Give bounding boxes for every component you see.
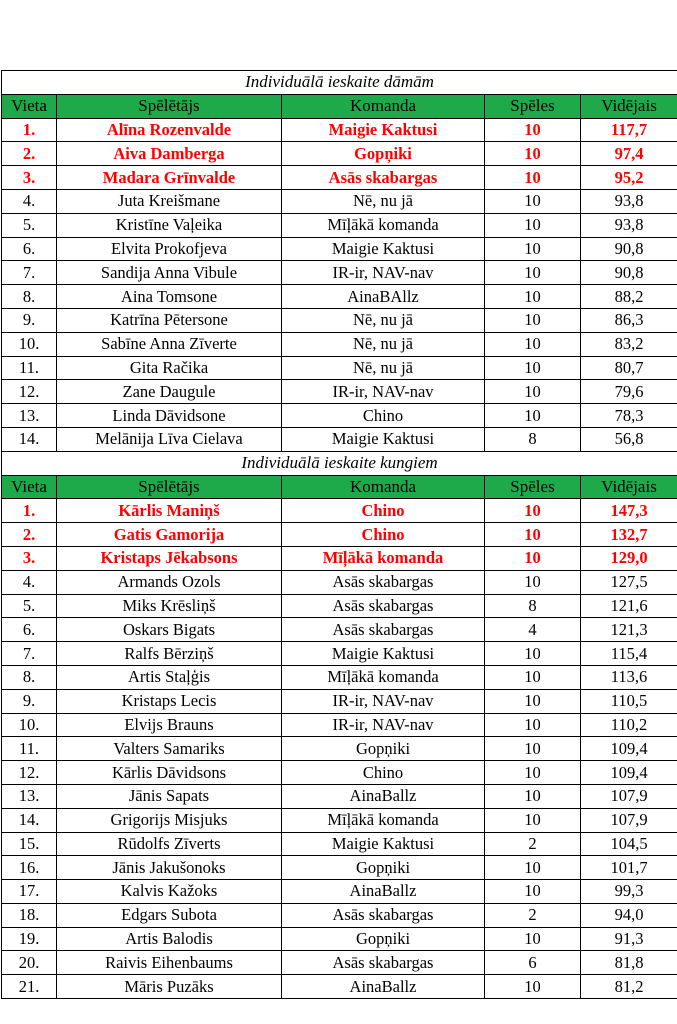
player-cell: Kristaps Lecis	[57, 689, 282, 713]
place-cell: 14.	[2, 808, 57, 832]
column-header-player: Spēlētājs	[57, 94, 282, 118]
team-cell: Mīļākā komanda	[282, 808, 485, 832]
average-cell: 109,4	[581, 761, 677, 785]
team-cell: Asās skabargas	[282, 951, 485, 975]
player-cell: Ralfs Bērziņš	[57, 642, 282, 666]
average-cell: 101,7	[581, 856, 677, 880]
player-cell: Sandija Anna Vibule	[57, 261, 282, 285]
table-row	[2, 308, 677, 332]
average-cell: 90,8	[581, 237, 677, 261]
team-cell: Nē, nu jā	[282, 356, 485, 380]
place-cell: 15.	[2, 832, 57, 856]
average-cell: 132,7	[581, 523, 677, 547]
player-cell: Kārlis Dāvidsons	[57, 761, 282, 785]
team-cell: AinaBallz	[282, 784, 485, 808]
games-cell: 10	[485, 808, 581, 832]
standings-table	[1, 70, 677, 999]
games-cell: 10	[485, 404, 581, 428]
average-cell: 115,4	[581, 642, 677, 666]
standings-document	[1, 70, 677, 999]
games-cell: 10	[485, 166, 581, 190]
games-cell: 10	[485, 356, 581, 380]
player-cell: Madara Grīnvalde	[57, 166, 282, 190]
games-cell: 2	[485, 903, 581, 927]
team-cell: Nē, nu jā	[282, 332, 485, 356]
games-cell: 10	[485, 118, 581, 142]
column-header-player: Spēlētājs	[57, 475, 282, 499]
games-cell: 10	[485, 261, 581, 285]
column-header-average: Vidējais	[581, 475, 677, 499]
team-cell: Chino	[282, 499, 485, 523]
place-cell: 6.	[2, 237, 57, 261]
average-cell: 95,2	[581, 166, 677, 190]
table-row	[2, 903, 677, 927]
player-cell: Kristīne Vaļeika	[57, 213, 282, 237]
place-cell: 7.	[2, 642, 57, 666]
column-header-row	[2, 475, 677, 499]
place-cell: 5.	[2, 213, 57, 237]
table-row	[2, 380, 677, 404]
player-cell: Valters Samariks	[57, 737, 282, 761]
place-cell: 8.	[2, 285, 57, 309]
place-cell: 7.	[2, 261, 57, 285]
place-cell: 6.	[2, 618, 57, 642]
column-header-place: Vieta	[2, 475, 57, 499]
team-cell: Chino	[282, 523, 485, 547]
games-cell: 10	[485, 689, 581, 713]
team-cell: Asās skabargas	[282, 903, 485, 927]
average-cell: 147,3	[581, 499, 677, 523]
player-cell: Linda Dāvidsone	[57, 404, 282, 428]
player-cell: Gatis Gamorija	[57, 523, 282, 547]
player-cell: Aina Tomsone	[57, 285, 282, 309]
table-row	[2, 784, 677, 808]
table-row	[2, 237, 677, 261]
average-cell: 78,3	[581, 404, 677, 428]
place-cell: 2.	[2, 142, 57, 166]
games-cell: 2	[485, 832, 581, 856]
team-cell: Maigie Kaktusi	[282, 237, 485, 261]
table-row	[2, 546, 677, 570]
table-row	[2, 618, 677, 642]
average-cell: 127,5	[581, 570, 677, 594]
games-cell: 8	[485, 427, 581, 451]
table-row	[2, 856, 677, 880]
table-row	[2, 975, 677, 999]
average-cell: 88,2	[581, 285, 677, 309]
place-cell: 10.	[2, 713, 57, 737]
average-cell: 56,8	[581, 427, 677, 451]
games-cell: 10	[485, 642, 581, 666]
team-cell: Nē, nu jā	[282, 308, 485, 332]
player-cell: Melānija Līva Cielava	[57, 427, 282, 451]
games-cell: 10	[485, 665, 581, 689]
games-cell: 10	[485, 189, 581, 213]
place-cell: 2.	[2, 523, 57, 547]
player-cell: Juta Kreišmane	[57, 189, 282, 213]
place-cell: 11.	[2, 737, 57, 761]
section-title-row	[2, 71, 677, 95]
player-cell: Aiva Damberga	[57, 142, 282, 166]
average-cell: 93,8	[581, 189, 677, 213]
average-cell: 81,8	[581, 951, 677, 975]
average-cell: 79,6	[581, 380, 677, 404]
table-row	[2, 213, 677, 237]
table-row	[2, 713, 677, 737]
table-row	[2, 404, 677, 428]
table-row	[2, 808, 677, 832]
place-cell: 1.	[2, 118, 57, 142]
average-cell: 91,3	[581, 927, 677, 951]
average-cell: 113,6	[581, 665, 677, 689]
team-cell: Gopņiki	[282, 856, 485, 880]
player-cell: Rūdolfs Zīverts	[57, 832, 282, 856]
team-cell: AinaBallz	[282, 880, 485, 904]
team-cell: Chino	[282, 761, 485, 785]
column-header-row	[2, 94, 677, 118]
table-row	[2, 427, 677, 451]
player-cell: Grigorijs Misjuks	[57, 808, 282, 832]
average-cell: 117,7	[581, 118, 677, 142]
player-cell: Kristaps Jēkabsons	[57, 546, 282, 570]
place-cell: 4.	[2, 189, 57, 213]
section-title: Individuālā ieskaite kungiem	[2, 451, 677, 475]
games-cell: 10	[485, 332, 581, 356]
table-row	[2, 523, 677, 547]
average-cell: 86,3	[581, 308, 677, 332]
player-cell: Armands Ozols	[57, 570, 282, 594]
team-cell: IR-ir, NAV-nav	[282, 261, 485, 285]
player-cell: Artis Staļģis	[57, 665, 282, 689]
place-cell: 17.	[2, 880, 57, 904]
average-cell: 110,2	[581, 713, 677, 737]
player-cell: Sabīne Anna Zīverte	[57, 332, 282, 356]
average-cell: 121,3	[581, 618, 677, 642]
table-row	[2, 166, 677, 190]
games-cell: 10	[485, 856, 581, 880]
games-cell: 10	[485, 880, 581, 904]
place-cell: 9.	[2, 689, 57, 713]
player-cell: Miks Krēsliņš	[57, 594, 282, 618]
column-header-average: Vidējais	[581, 94, 677, 118]
average-cell: 93,8	[581, 213, 677, 237]
table-row	[2, 665, 677, 689]
place-cell: 10.	[2, 332, 57, 356]
average-cell: 99,3	[581, 880, 677, 904]
games-cell: 10	[485, 285, 581, 309]
table-row	[2, 499, 677, 523]
average-cell: 129,0	[581, 546, 677, 570]
player-cell: Artis Balodis	[57, 927, 282, 951]
table-row	[2, 594, 677, 618]
team-cell: Gopņiki	[282, 142, 485, 166]
games-cell: 6	[485, 951, 581, 975]
games-cell: 10	[485, 713, 581, 737]
place-cell: 1.	[2, 499, 57, 523]
games-cell: 10	[485, 499, 581, 523]
place-cell: 5.	[2, 594, 57, 618]
place-cell: 21.	[2, 975, 57, 999]
team-cell: Chino	[282, 404, 485, 428]
table-row	[2, 880, 677, 904]
average-cell: 104,5	[581, 832, 677, 856]
table-row	[2, 642, 677, 666]
place-cell: 3.	[2, 546, 57, 570]
player-cell: Māris Puzāks	[57, 975, 282, 999]
column-header-games: Spēles	[485, 475, 581, 499]
games-cell: 10	[485, 142, 581, 166]
team-cell: Maigie Kaktusi	[282, 427, 485, 451]
column-header-team: Komanda	[282, 475, 485, 499]
average-cell: 97,4	[581, 142, 677, 166]
games-cell: 10	[485, 975, 581, 999]
average-cell: 94,0	[581, 903, 677, 927]
place-cell: 12.	[2, 761, 57, 785]
section-title: Individuālā ieskaite dāmām	[2, 71, 677, 95]
average-cell: 109,4	[581, 737, 677, 761]
place-cell: 12.	[2, 380, 57, 404]
player-cell: Oskars Bigats	[57, 618, 282, 642]
place-cell: 8.	[2, 665, 57, 689]
column-header-place: Vieta	[2, 94, 57, 118]
column-header-games: Spēles	[485, 94, 581, 118]
player-cell: Katrīna Pētersone	[57, 308, 282, 332]
player-cell: Zane Daugule	[57, 380, 282, 404]
table-row	[2, 142, 677, 166]
team-cell: Maigie Kaktusi	[282, 642, 485, 666]
table-row	[2, 927, 677, 951]
games-cell: 10	[485, 237, 581, 261]
team-cell: Nē, nu jā	[282, 189, 485, 213]
player-cell: Gita Račika	[57, 356, 282, 380]
player-cell: Kalvis Kažoks	[57, 880, 282, 904]
table-row	[2, 118, 677, 142]
games-cell: 10	[485, 737, 581, 761]
table-row	[2, 951, 677, 975]
place-cell: 20.	[2, 951, 57, 975]
average-cell: 80,7	[581, 356, 677, 380]
team-cell: Asās skabargas	[282, 166, 485, 190]
team-cell: Gopņiki	[282, 737, 485, 761]
games-cell: 10	[485, 761, 581, 785]
place-cell: 16.	[2, 856, 57, 880]
table-row	[2, 285, 677, 309]
player-cell: Elvijs Brauns	[57, 713, 282, 737]
games-cell: 10	[485, 927, 581, 951]
place-cell: 4.	[2, 570, 57, 594]
place-cell: 13.	[2, 404, 57, 428]
team-cell: Maigie Kaktusi	[282, 832, 485, 856]
team-cell: AinaBallz	[282, 975, 485, 999]
team-cell: Asās skabargas	[282, 618, 485, 642]
average-cell: 107,9	[581, 808, 677, 832]
games-cell: 10	[485, 546, 581, 570]
player-cell: Jānis Jakušonoks	[57, 856, 282, 880]
place-cell: 9.	[2, 308, 57, 332]
table-row	[2, 761, 677, 785]
table-row	[2, 832, 677, 856]
player-cell: Edgars Subota	[57, 903, 282, 927]
team-cell: Mīļākā komanda	[282, 665, 485, 689]
games-cell: 10	[485, 523, 581, 547]
table-row	[2, 332, 677, 356]
team-cell: IR-ir, NAV-nav	[282, 689, 485, 713]
table-row	[2, 737, 677, 761]
player-cell: Elvita Prokofjeva	[57, 237, 282, 261]
table-row	[2, 689, 677, 713]
games-cell: 4	[485, 618, 581, 642]
team-cell: Asās skabargas	[282, 594, 485, 618]
place-cell: 13.	[2, 784, 57, 808]
games-cell: 10	[485, 308, 581, 332]
games-cell: 8	[485, 594, 581, 618]
average-cell: 81,2	[581, 975, 677, 999]
games-cell: 10	[485, 380, 581, 404]
player-cell: Alīna Rozenvalde	[57, 118, 282, 142]
team-cell: Mīļākā komanda	[282, 546, 485, 570]
team-cell: Maigie Kaktusi	[282, 118, 485, 142]
column-header-team: Komanda	[282, 94, 485, 118]
player-cell: Jānis Sapats	[57, 784, 282, 808]
team-cell: AinaBAllz	[282, 285, 485, 309]
place-cell: 18.	[2, 903, 57, 927]
average-cell: 83,2	[581, 332, 677, 356]
average-cell: 121,6	[581, 594, 677, 618]
average-cell: 110,5	[581, 689, 677, 713]
games-cell: 10	[485, 213, 581, 237]
place-cell: 3.	[2, 166, 57, 190]
average-cell: 90,8	[581, 261, 677, 285]
player-cell: Raivis Eihenbaums	[57, 951, 282, 975]
team-cell: Mīļākā komanda	[282, 213, 485, 237]
place-cell: 14.	[2, 427, 57, 451]
team-cell: Asās skabargas	[282, 570, 485, 594]
team-cell: Gopņiki	[282, 927, 485, 951]
team-cell: IR-ir, NAV-nav	[282, 380, 485, 404]
place-cell: 11.	[2, 356, 57, 380]
table-row	[2, 189, 677, 213]
games-cell: 10	[485, 784, 581, 808]
team-cell: IR-ir, NAV-nav	[282, 713, 485, 737]
section-title-row	[2, 451, 677, 475]
place-cell: 19.	[2, 927, 57, 951]
games-cell: 10	[485, 570, 581, 594]
table-row	[2, 356, 677, 380]
table-row	[2, 261, 677, 285]
table-row	[2, 570, 677, 594]
average-cell: 107,9	[581, 784, 677, 808]
player-cell: Kārlis Maniņš	[57, 499, 282, 523]
